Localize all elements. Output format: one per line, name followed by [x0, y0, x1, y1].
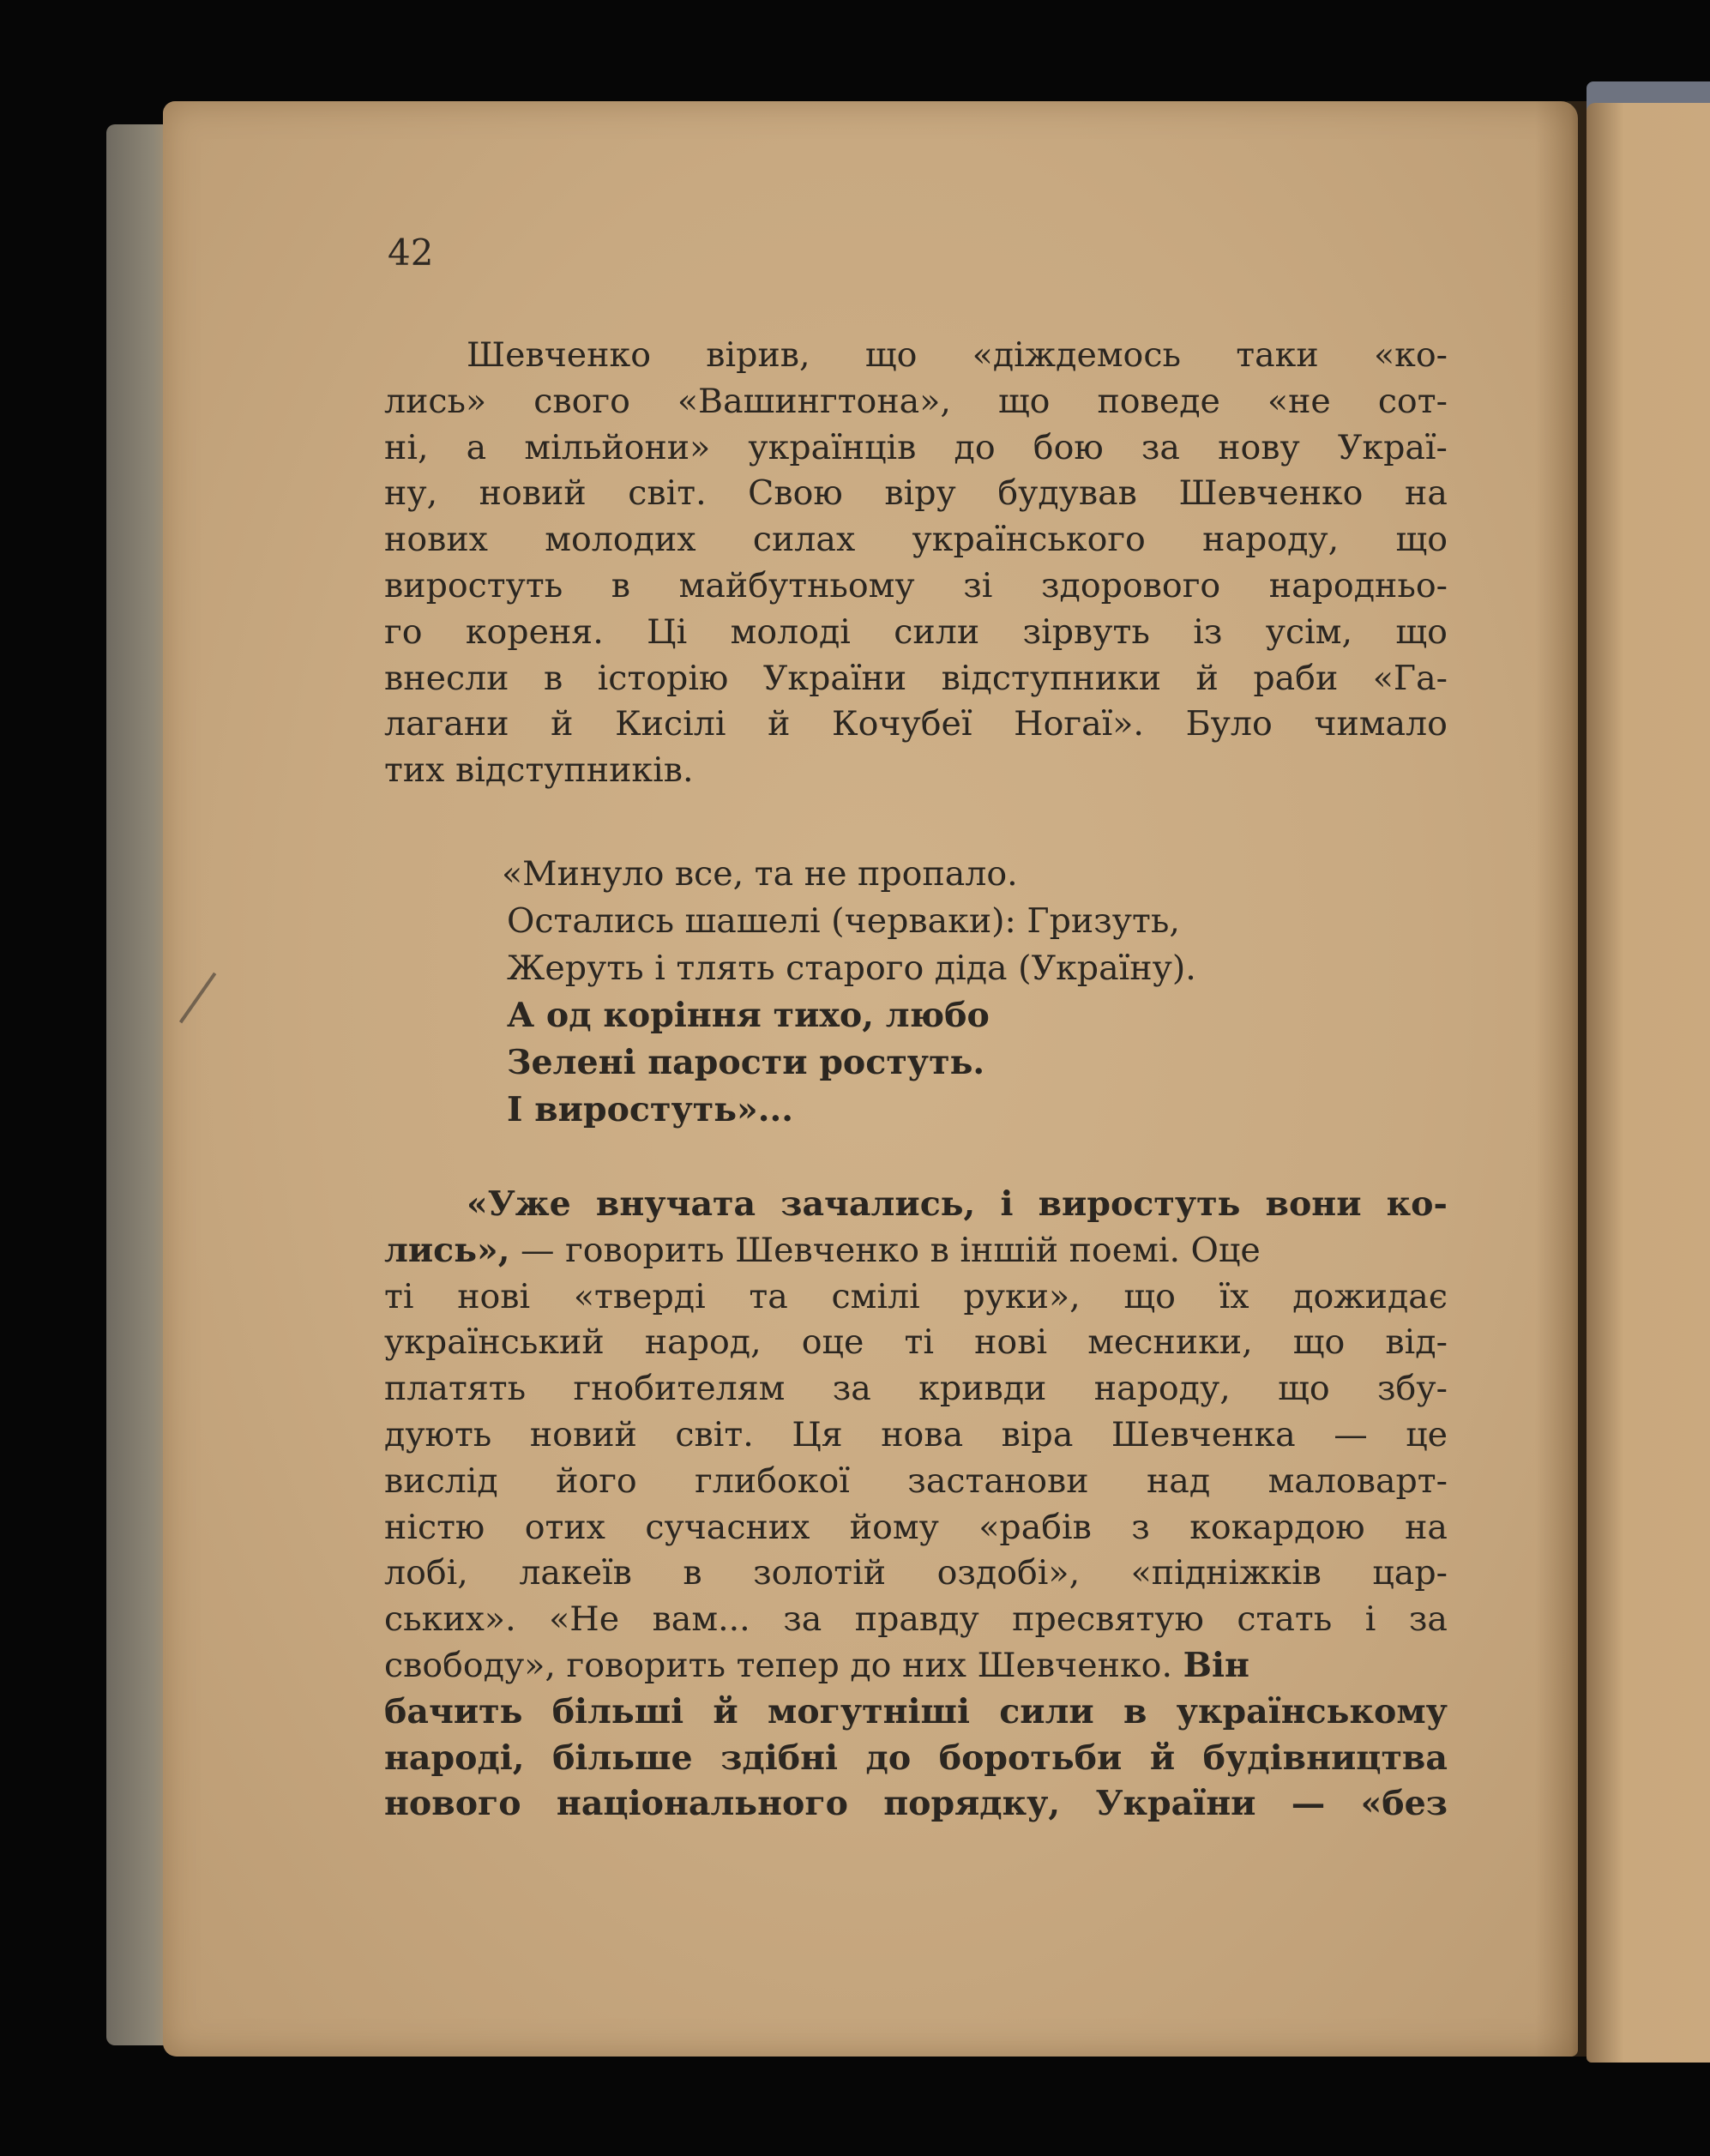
word: що [1123, 1276, 1176, 1316]
word: сот- [1377, 381, 1448, 421]
word: отих [524, 1507, 605, 1547]
word: Свою [748, 473, 843, 514]
word: золотій [753, 1553, 887, 1593]
word: застанови [907, 1460, 1089, 1501]
word: «тверді [573, 1276, 706, 1316]
word: вам... [652, 1599, 750, 1640]
word: відступники [941, 658, 1162, 698]
text-line-content [384, 1366, 1448, 1412]
word: України [1095, 1784, 1256, 1824]
word: а [466, 427, 487, 467]
word: й [1149, 1737, 1176, 1778]
word: руки», [963, 1276, 1081, 1316]
word: українського [912, 520, 1146, 560]
text-line [384, 610, 1448, 656]
text-line-content: тих відступників. [384, 750, 694, 791]
word: що [997, 381, 1051, 421]
word: народ, [644, 1322, 762, 1363]
poem-line: Остались шашелі (черваки): Гризуть, [507, 901, 1180, 941]
word: за [832, 1369, 871, 1409]
word: що [1395, 611, 1448, 652]
word: українців [748, 427, 917, 467]
word: силах [752, 520, 856, 560]
word: в [611, 565, 631, 605]
word: зачались, [780, 1184, 976, 1224]
word: платять [384, 1369, 527, 1409]
word: Украї- [1337, 427, 1448, 467]
word: із [1193, 611, 1223, 652]
word: раби [1253, 658, 1339, 698]
word: більші [551, 1691, 684, 1731]
text-line [384, 1459, 1448, 1505]
text-line [384, 1366, 1448, 1412]
text-line [384, 333, 1448, 379]
word: за [1408, 1599, 1448, 1640]
word: з [1131, 1507, 1150, 1547]
word: зірвуть [1022, 611, 1150, 652]
text-line [384, 1412, 1448, 1459]
word: Шевченко [1178, 473, 1364, 514]
paragraph-2 [384, 1182, 1448, 1828]
text-line-content [384, 1736, 1448, 1782]
word: усім, [1265, 611, 1353, 652]
word: маловарт- [1267, 1460, 1448, 1501]
word: бою [1033, 427, 1104, 467]
text-line-content: свободу», говорить тепер до них Шевченко. [384, 1645, 1183, 1685]
word: й [1195, 658, 1219, 698]
text-line-content [384, 1459, 1448, 1505]
text-line-content [384, 610, 1448, 656]
word: світ. [628, 473, 707, 514]
word: кореня. [465, 611, 604, 652]
word: глибокої [695, 1460, 850, 1501]
word: нові [974, 1322, 1048, 1363]
text-line-content [467, 1182, 1448, 1228]
word: народу, [1202, 520, 1340, 560]
word: «підніжків [1130, 1553, 1322, 1593]
word: нові [457, 1276, 531, 1316]
word: «діждемось [972, 335, 1181, 375]
text-line-content [384, 702, 1448, 748]
word: український [384, 1322, 605, 1363]
text-line [384, 425, 1448, 472]
word: й [768, 704, 791, 744]
text-line-content [384, 425, 1448, 472]
word: віра [1001, 1414, 1074, 1454]
word: чимало [1314, 704, 1448, 744]
word: їх [1219, 1276, 1249, 1316]
word: ну, [384, 473, 438, 514]
word: Ці [647, 611, 688, 652]
text-line [384, 702, 1448, 748]
word: що [1278, 1369, 1330, 1409]
word: Шевченка [1111, 1414, 1296, 1454]
word: Шевченко [467, 335, 651, 375]
poem-line: І виростуть»... [507, 1090, 793, 1129]
text-line [384, 1781, 1448, 1828]
word: за [1141, 427, 1180, 467]
text-line-content [384, 1320, 1448, 1366]
word: дожидає [1292, 1276, 1448, 1316]
word: і [1364, 1599, 1376, 1640]
poem-line: Зелені парости ростуть. [507, 1043, 985, 1082]
word: молоді [730, 611, 851, 652]
word: дують [384, 1414, 492, 1454]
text-line [384, 1736, 1448, 1782]
word: історію [597, 658, 729, 698]
word: Було [1185, 704, 1273, 744]
word: Кисілі [615, 704, 726, 744]
word: «рабів [978, 1507, 1092, 1547]
word: мільйони» [524, 427, 711, 467]
word: здорового [1040, 565, 1221, 605]
word: вірив, [706, 335, 810, 375]
word: та [749, 1276, 788, 1316]
word: смілі [831, 1276, 920, 1316]
word: його [556, 1460, 637, 1501]
poem-quote [502, 851, 1196, 1134]
word: світ. [675, 1414, 754, 1454]
word: бачить [384, 1691, 523, 1731]
word: ко- [1386, 1184, 1448, 1224]
text-line-content [384, 1781, 1448, 1828]
text-line-content [384, 471, 1448, 517]
word: народу, [1093, 1369, 1231, 1409]
word: на [1405, 1507, 1448, 1547]
word: сили [894, 611, 980, 652]
word: «не [1267, 381, 1331, 421]
word: що [864, 335, 918, 375]
word: лись» [384, 381, 487, 421]
word: вислід [384, 1460, 498, 1501]
word: кокардою [1189, 1507, 1365, 1547]
word: віру [884, 473, 956, 514]
text-line [384, 1597, 1448, 1643]
word: Ногаї». [1014, 704, 1144, 744]
text-line [384, 656, 1448, 702]
word: поведе [1097, 381, 1220, 421]
word: внесли [384, 658, 509, 698]
text-line [384, 1505, 1448, 1551]
word: до [954, 427, 996, 467]
word: нових [384, 520, 488, 560]
word: ні, [384, 427, 429, 467]
word: йому [849, 1507, 939, 1547]
word: лагани [384, 704, 509, 744]
poem-line: Жеруть і тлять старого діда (Україну). [507, 949, 1196, 988]
word: на [1405, 473, 1448, 514]
word: в [543, 658, 563, 698]
page-number: 42 [388, 232, 434, 274]
word: новий [479, 473, 587, 514]
word: новий [529, 1414, 637, 1454]
text-line-content [384, 379, 1448, 425]
text-line-content [384, 1505, 1448, 1551]
text-line-content [384, 1412, 1448, 1459]
text-line [384, 1689, 1448, 1736]
text-line-content [384, 656, 1448, 702]
word: в [1123, 1691, 1147, 1731]
word: свого [533, 381, 630, 421]
word: лобі, [384, 1553, 468, 1593]
paragraph-1 [384, 333, 1448, 794]
word: «Га- [1372, 658, 1448, 698]
text-line-content: — говорить Шевченко в іншій поемі. Оце [509, 1230, 1261, 1270]
word: нову [1218, 427, 1300, 467]
word: цар- [1372, 1553, 1448, 1593]
word: будівництва [1202, 1737, 1448, 1778]
text-bold-fragment: Він [1183, 1645, 1249, 1685]
text-line [384, 1551, 1448, 1597]
word: це [1406, 1414, 1448, 1454]
word: «без [1360, 1784, 1448, 1824]
word: «Вашингтона», [677, 381, 951, 421]
word: кривди [918, 1369, 1047, 1409]
text-line [384, 1274, 1448, 1321]
word: могутніші [767, 1691, 970, 1731]
word: що [1292, 1322, 1346, 1363]
word: українському [1176, 1691, 1448, 1731]
word: будував [997, 473, 1137, 514]
word: порядку, [883, 1784, 1061, 1824]
word: майбутньому [678, 565, 915, 605]
text-line-content [467, 333, 1448, 379]
text-line [384, 379, 1448, 425]
word: нового [384, 1784, 521, 1824]
word: від- [1385, 1322, 1448, 1363]
text-line [384, 1320, 1448, 1366]
word: го [384, 611, 423, 652]
word: України [762, 658, 907, 698]
word: національного [556, 1784, 848, 1824]
word: зі [963, 565, 993, 605]
word: таки [1236, 335, 1319, 375]
text-line-content [384, 1689, 1448, 1736]
word: збу- [1377, 1369, 1448, 1409]
word: сили [999, 1691, 1094, 1731]
word: месники, [1087, 1322, 1253, 1363]
word: пресвятую [1012, 1599, 1204, 1640]
word: ті [904, 1322, 934, 1363]
word: за [783, 1599, 822, 1640]
word: стать [1237, 1599, 1333, 1640]
word: «Не [549, 1599, 620, 1640]
word: й [713, 1691, 738, 1731]
word: «Уже [467, 1184, 571, 1224]
word: — [1334, 1414, 1368, 1454]
page-gutter-shadow [1535, 101, 1587, 2057]
word: Ця [792, 1414, 843, 1454]
word: народньо- [1268, 565, 1448, 605]
word: виростуть [1038, 1184, 1241, 1224]
text-line [384, 1643, 1448, 1689]
word: Кочубеї [832, 704, 972, 744]
word: оце [801, 1322, 864, 1363]
word: нова [881, 1414, 964, 1454]
text-line [384, 1228, 1448, 1274]
word: лакеїв [519, 1553, 632, 1593]
word: ті [384, 1276, 414, 1316]
poem-line: А од коріння тихо, любо [507, 996, 990, 1035]
word: народі, [384, 1737, 525, 1778]
word: ністю [384, 1507, 485, 1547]
word: правду [854, 1599, 979, 1640]
word: більше [552, 1737, 693, 1778]
text-line [384, 471, 1448, 517]
text-line [384, 1182, 1448, 1228]
word: виростуть [384, 565, 563, 605]
word: гнобителям [573, 1369, 786, 1409]
word: здібні [720, 1737, 838, 1778]
text-line-content [384, 1274, 1448, 1321]
text-line-content [384, 1597, 1448, 1643]
text-line [384, 748, 1448, 794]
word: сучасних [645, 1507, 810, 1547]
word: і [1000, 1184, 1014, 1224]
word: молодих [545, 520, 696, 560]
word: «ко- [1373, 335, 1448, 375]
word: в [683, 1553, 702, 1593]
poem-line: «Минуло все, та не пропало. [502, 854, 1018, 894]
next-page-edge [1587, 103, 1710, 2063]
text-line [384, 563, 1448, 610]
text-line-content [384, 563, 1448, 610]
text-line-content [384, 1551, 1448, 1597]
word: — [1291, 1784, 1326, 1824]
word: й [551, 704, 574, 744]
word: оздобі», [936, 1553, 1081, 1593]
word: боротьби [938, 1737, 1123, 1778]
text-line [384, 517, 1448, 563]
word: ських». [384, 1599, 516, 1640]
word: до [865, 1737, 912, 1778]
text-bold-fragment: лись», [384, 1230, 510, 1270]
word: внучата [595, 1184, 756, 1224]
text-line-content [384, 517, 1448, 563]
word: над [1146, 1460, 1211, 1501]
word: вони [1265, 1184, 1362, 1224]
word: що [1395, 520, 1448, 560]
